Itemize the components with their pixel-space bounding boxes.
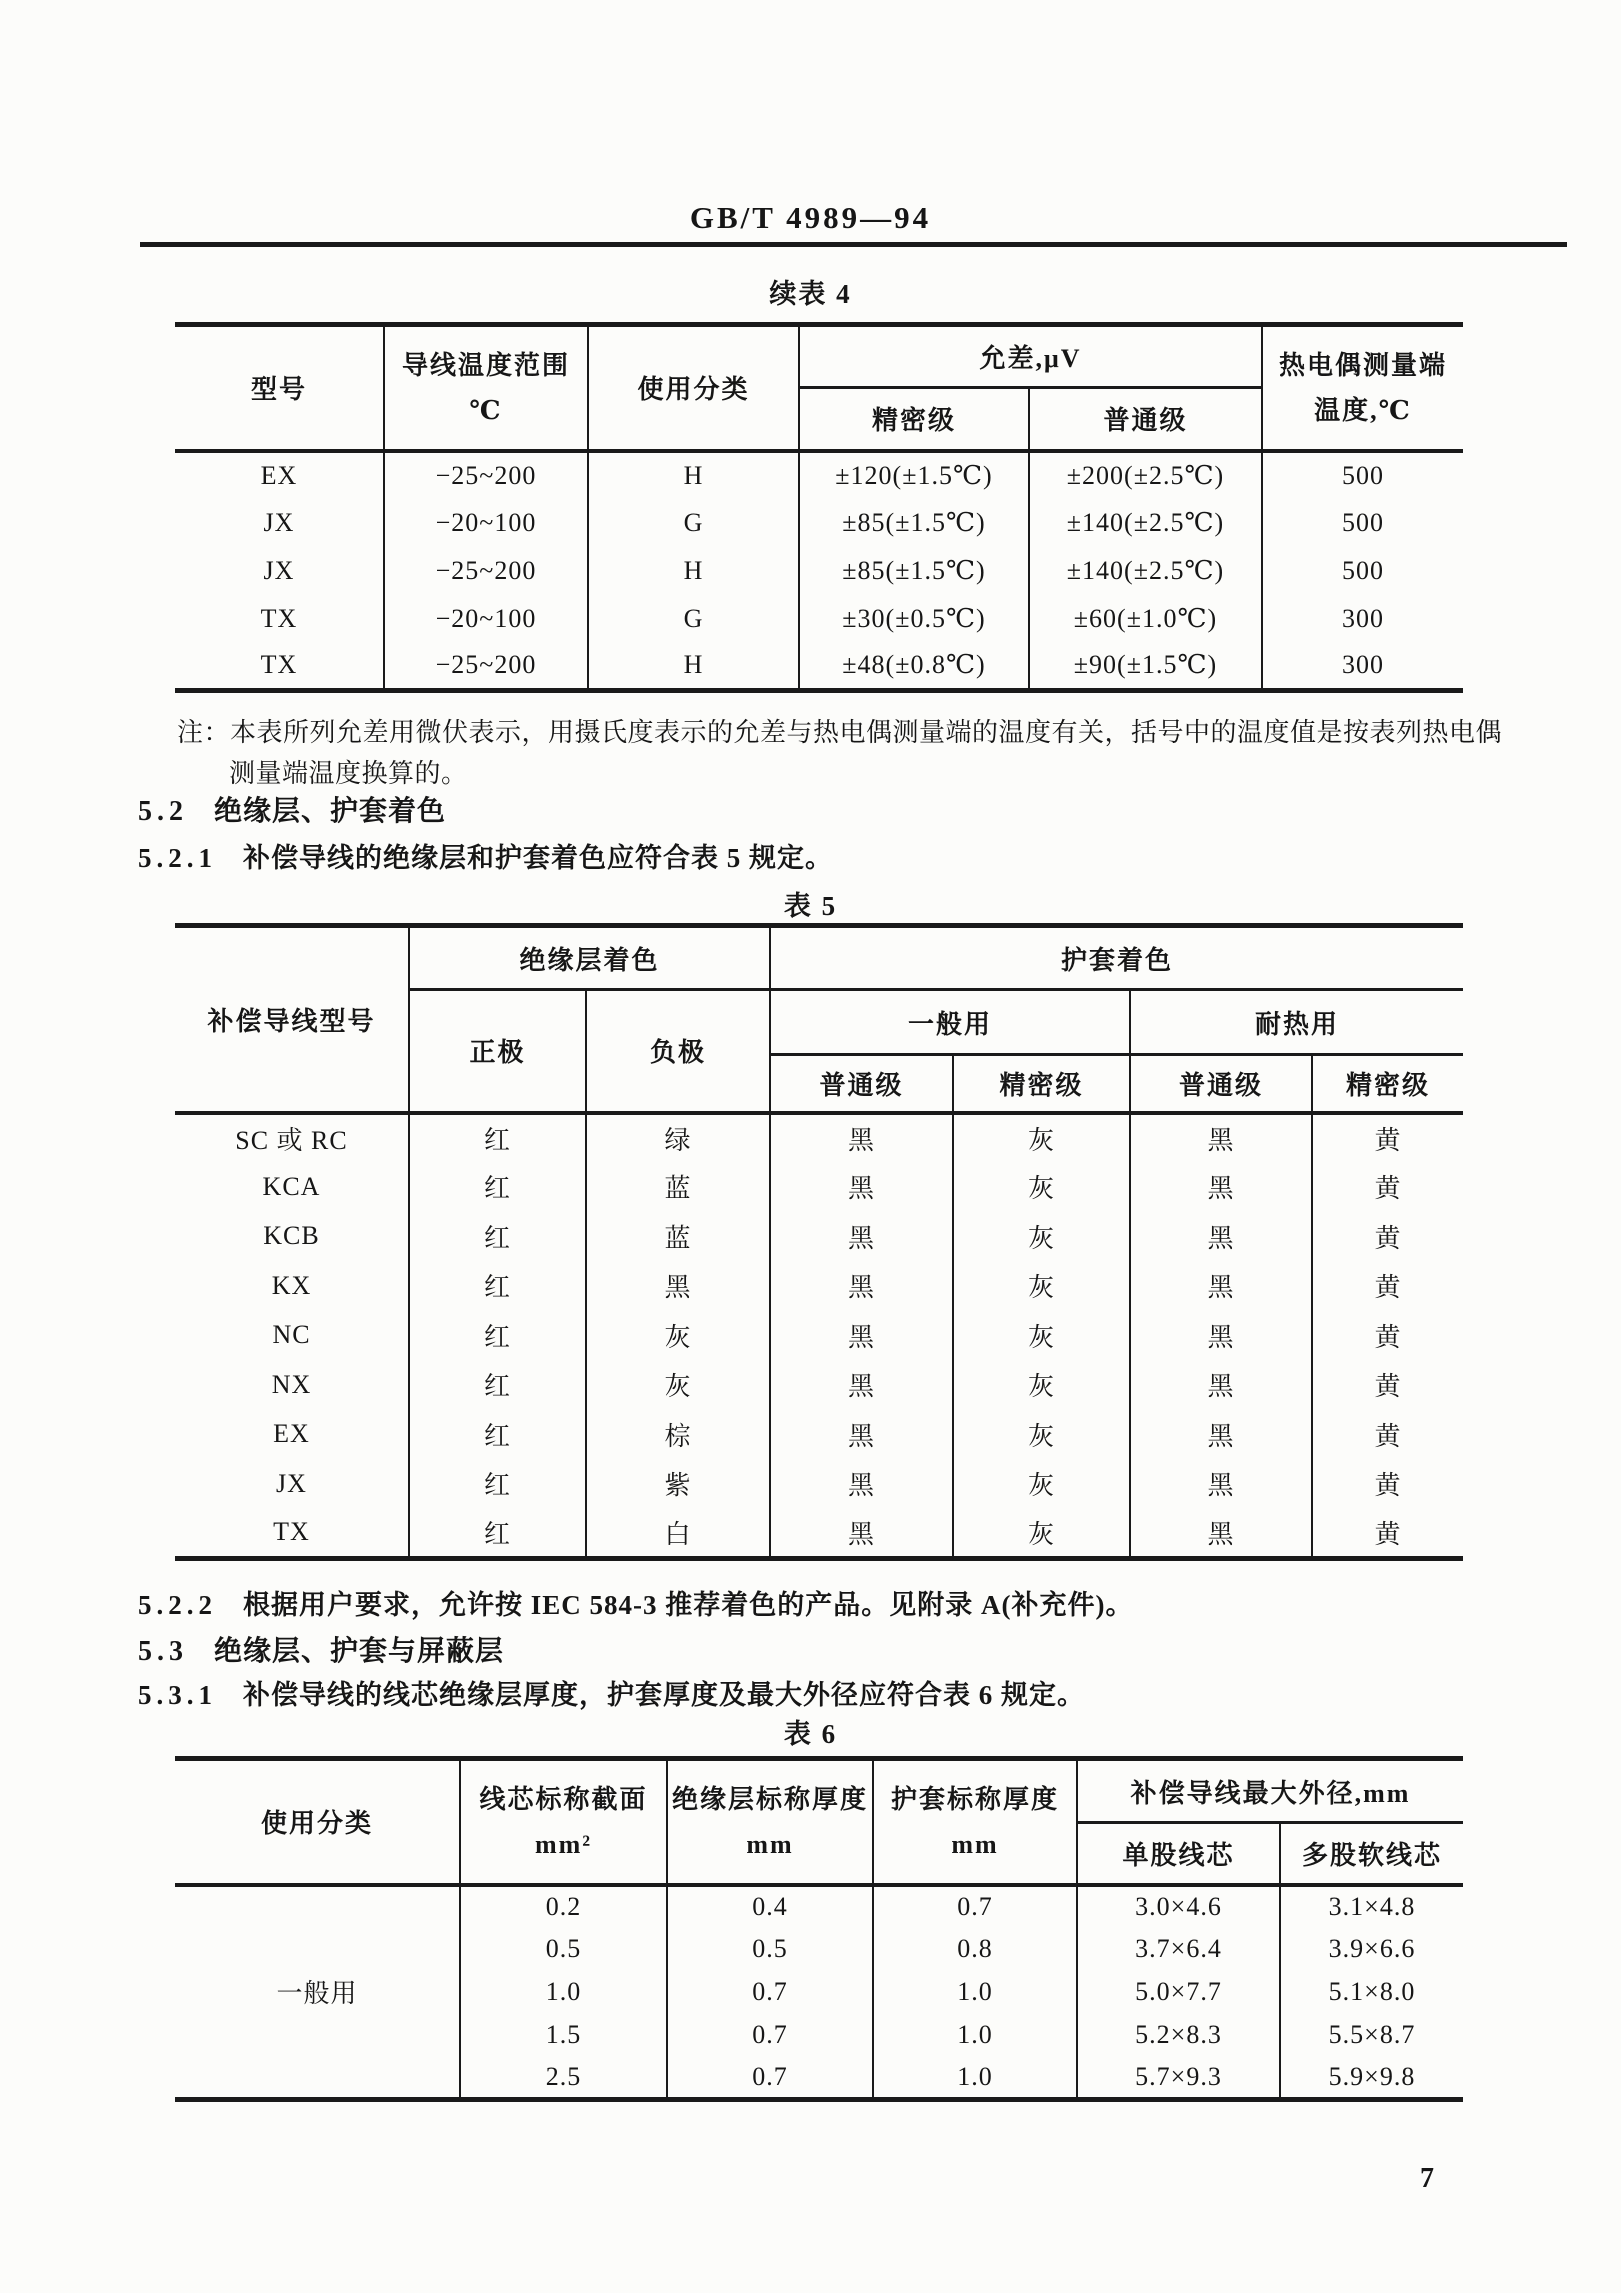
- cell: 白: [586, 1509, 770, 1559]
- cell: −25~200: [384, 643, 588, 691]
- cell: 2.5: [460, 2057, 667, 2100]
- section-5-3-1: [138, 1673, 1085, 1712]
- t5-col-heat-resistant: 耐热用: [1130, 990, 1463, 1055]
- cell: 红: [409, 1459, 586, 1509]
- standard-code: GB/T 4989—94: [689, 200, 932, 235]
- cell: −25~200: [384, 547, 588, 595]
- cell: 黑: [770, 1459, 953, 1509]
- cell: 黑: [1130, 1509, 1312, 1559]
- cell: 5.9×9.8: [1280, 2057, 1463, 2100]
- cell: 绿: [586, 1113, 770, 1163]
- table-row: [175, 451, 1463, 499]
- section-5-3: [138, 1629, 504, 1669]
- t5-col-ordinary-2: 普通级: [1130, 1055, 1312, 1113]
- cell: 黑: [770, 1360, 953, 1410]
- section-text: 绝缘层、护套着色: [214, 796, 447, 827]
- t5-col-precision-1: 精密级: [953, 1055, 1130, 1113]
- cell: 黄: [1312, 1509, 1463, 1559]
- cell: ±90(±1.5℃): [1029, 643, 1262, 691]
- cell: JX: [276, 1468, 307, 1498]
- cell: TX: [260, 603, 298, 633]
- cell: EX: [260, 460, 298, 490]
- t4-col-temp-range: [384, 325, 588, 451]
- table-row: [175, 499, 1463, 547]
- t6-col-max-od: 补偿导线最大外径,mm: [1077, 1759, 1463, 1823]
- header-row: [175, 926, 1463, 990]
- t4-col-model: 型号: [250, 375, 307, 405]
- cell: 黑: [1130, 1162, 1312, 1212]
- cell: 黄: [1312, 1212, 1463, 1262]
- cell: 5.2×8.3: [1077, 2014, 1280, 2057]
- cell: 黑: [770, 1162, 953, 1212]
- t6-col-sheath-thickness-line1: 护套标称厚度: [890, 1784, 1059, 1814]
- section-text: 绝缘层、护套与屏蔽层: [214, 1636, 505, 1667]
- cell: 3.1×4.8: [1280, 1885, 1463, 1928]
- cell: 0.5: [460, 1928, 667, 1971]
- table-row: [175, 1113, 1463, 1163]
- t6-col-insulation-thickness: [667, 1759, 873, 1885]
- section-text: 补偿导线的绝缘层和护套着色应符合表 5 规定。: [243, 843, 833, 873]
- table-6-header: [175, 1759, 1463, 1885]
- cell: 500: [1262, 547, 1463, 595]
- cell: 红: [409, 1311, 586, 1361]
- cell: 黑: [770, 1212, 953, 1262]
- cell: −20~100: [384, 499, 588, 547]
- table-row: [175, 1885, 1463, 1928]
- cell: KCA: [262, 1171, 321, 1201]
- section-text: 根据用户要求，允许按 IEC 584-3 推荐着色的产品。见附录 A(补充件)。: [243, 1590, 1134, 1620]
- cell: ±85(±1.5℃): [799, 547, 1029, 595]
- cell: 0.8: [873, 1928, 1077, 1971]
- table-5: [175, 923, 1463, 1561]
- section-5-2: [138, 789, 446, 829]
- table-5-header: [175, 926, 1463, 1113]
- cell: ±140(±2.5℃): [1029, 547, 1262, 595]
- t6-col-sheath-thickness: [873, 1759, 1077, 1885]
- cell: 红: [409, 1113, 586, 1163]
- cell: KCB: [263, 1221, 320, 1251]
- cell: 红: [409, 1509, 586, 1559]
- t6-col-core-section: [460, 1759, 667, 1885]
- t4-col-junction: [1262, 325, 1463, 451]
- cell: 黑: [1130, 1212, 1312, 1262]
- header-rule: [140, 242, 1567, 247]
- cell: 灰: [953, 1212, 1130, 1262]
- cell: 5.1×8.0: [1280, 1971, 1463, 2014]
- cell: 黑: [1130, 1459, 1312, 1509]
- cell: TX: [260, 650, 298, 680]
- cell: 300: [1262, 643, 1463, 691]
- cell: 0.4: [667, 1885, 873, 1928]
- t6-col-core-section-line1: 线芯标称截面: [479, 1784, 648, 1814]
- cell: NC: [272, 1320, 311, 1350]
- cell: 1.5: [460, 2014, 667, 2057]
- cell: 1.0: [873, 2057, 1077, 2100]
- cell: 3.9×6.6: [1280, 1928, 1463, 1971]
- table-row: [175, 1410, 1463, 1460]
- t6-col-insulation-thickness-line2: mm: [746, 1829, 794, 1859]
- t6-col-sheath-thickness-line2: mm: [951, 1829, 999, 1859]
- t4-col-usage: 使用分类: [588, 325, 799, 451]
- cell: 黑: [770, 1261, 953, 1311]
- cell: 黄: [1312, 1162, 1463, 1212]
- cell: 5.7×9.3: [1077, 2057, 1280, 2100]
- t6-col-usage: 使用分类: [260, 1809, 373, 1839]
- table-row: [175, 1311, 1463, 1361]
- cell: 黑: [770, 1410, 953, 1460]
- table-row: [175, 547, 1463, 595]
- cell: 1.0: [873, 2014, 1077, 2057]
- cell: 红: [409, 1410, 586, 1460]
- table4-note-line1: 注：本表所列允差用微伏表示，用摄氏度表示的允差与热电偶测量端的温度有关，括号中的温度值是按表列热电偶: [177, 718, 1503, 747]
- cell: 500: [1262, 451, 1463, 499]
- cell: 紫: [586, 1459, 770, 1509]
- t6-col-core-section-line2: mm²: [534, 1829, 593, 1859]
- cell: SC 或 RC: [235, 1125, 348, 1155]
- table-4: [175, 322, 1463, 693]
- cell: 1.0: [460, 1971, 667, 2014]
- cell: 黑: [1130, 1113, 1312, 1163]
- cell: 红: [409, 1212, 586, 1262]
- t4-col-ordinary: 普通级: [1029, 388, 1262, 451]
- cell: 黑: [1130, 1410, 1312, 1460]
- header-row: [175, 1759, 1463, 1823]
- cell: 0.7: [667, 2014, 873, 2057]
- section-number: 5.2.1: [138, 843, 217, 873]
- t6-col-insulation-thickness-line1: 绝缘层标称厚度: [671, 1784, 868, 1814]
- cell: 灰: [586, 1311, 770, 1361]
- cell: ±85(±1.5℃): [799, 499, 1029, 547]
- t5-col-precision-2: 精密级: [1312, 1055, 1463, 1113]
- t5-col-ordinary-1: 普通级: [770, 1055, 953, 1113]
- table-row: [175, 1212, 1463, 1262]
- cell: 灰: [953, 1459, 1130, 1509]
- cell: 黑: [586, 1261, 770, 1311]
- cell: 黄: [1312, 1261, 1463, 1311]
- cell: JX: [263, 555, 295, 585]
- section-number: 5.3: [138, 1636, 188, 1667]
- t6-category-cell: 一般用: [276, 1979, 358, 2009]
- cell: ±60(±1.0℃): [1029, 595, 1262, 643]
- cell: 灰: [953, 1113, 1130, 1163]
- cell: 黄: [1312, 1311, 1463, 1361]
- section-5-2-2: [138, 1583, 1134, 1622]
- table-6: [175, 1756, 1463, 2102]
- cell: H: [588, 547, 799, 595]
- cell: 蓝: [586, 1162, 770, 1212]
- cell: 红: [409, 1360, 586, 1410]
- t4-col-temp-range-line2: ℃: [469, 395, 503, 425]
- cell: 0.7: [873, 1885, 1077, 1928]
- cell: NX: [271, 1369, 312, 1399]
- cell: 黄: [1312, 1459, 1463, 1509]
- cell: TX: [273, 1517, 310, 1546]
- cell: 3.7×6.4: [1077, 1928, 1280, 1971]
- table-row: [175, 1360, 1463, 1410]
- cell: 灰: [953, 1509, 1130, 1559]
- t4-col-temp-range-line1: 导线温度范围: [401, 350, 570, 380]
- cell: 黄: [1312, 1113, 1463, 1163]
- cell: 灰: [953, 1261, 1130, 1311]
- table-4-header: [175, 325, 1463, 451]
- cell: −20~100: [384, 595, 588, 643]
- cell: 0.7: [667, 1971, 873, 2014]
- page-number: 7: [1420, 2163, 1434, 2194]
- cell: 黄: [1312, 1360, 1463, 1410]
- section-text: 补偿导线的线芯绝缘层厚度，护套厚度及最大外径应符合表 6 规定。: [243, 1680, 1085, 1710]
- cell: 灰: [586, 1360, 770, 1410]
- cell: JX: [263, 507, 295, 537]
- cell: 红: [409, 1261, 586, 1311]
- cell: 0.7: [667, 2057, 873, 2100]
- section-number: 5.3.1: [138, 1680, 217, 1710]
- cell: 蓝: [586, 1212, 770, 1262]
- cell: 500: [1262, 499, 1463, 547]
- cell: 3.0×4.6: [1077, 1885, 1280, 1928]
- header-row: [175, 325, 1463, 388]
- cell: G: [588, 595, 799, 643]
- t4-col-tolerance: 允差,μV: [799, 325, 1262, 388]
- table-row: [175, 1162, 1463, 1212]
- cell: 5.5×8.7: [1280, 2014, 1463, 2057]
- t5-col-negative: 负极: [586, 990, 770, 1113]
- cell: 0.5: [667, 1928, 873, 1971]
- cell: KX: [271, 1270, 312, 1300]
- section-5-2-1: [138, 836, 833, 875]
- cell: 黑: [770, 1509, 953, 1559]
- cell: 0.2: [460, 1885, 667, 1928]
- cell: −25~200: [384, 451, 588, 499]
- t5-col-general-use: 一般用: [770, 990, 1130, 1055]
- cell: 棕: [586, 1410, 770, 1460]
- table-row: [175, 595, 1463, 643]
- table-row: [175, 1261, 1463, 1311]
- cell: 1.0: [873, 1971, 1077, 2014]
- t4-col-precision: 精密级: [799, 388, 1029, 451]
- cell: 灰: [953, 1410, 1130, 1460]
- cell: H: [588, 451, 799, 499]
- cell: ±48(±0.8℃): [799, 643, 1029, 691]
- table6-caption: 表 6: [783, 1719, 838, 1749]
- cell: 灰: [953, 1162, 1130, 1212]
- table-row: [175, 643, 1463, 691]
- cell: 5.0×7.7: [1077, 1971, 1280, 2014]
- section-number: 5.2.2: [138, 1590, 217, 1620]
- cell: H: [588, 643, 799, 691]
- cell: 灰: [953, 1360, 1130, 1410]
- cell: ±140(±2.5℃): [1029, 499, 1262, 547]
- cell: 红: [409, 1162, 586, 1212]
- t5-col-model: 补偿导线型号: [207, 1006, 376, 1036]
- cell: 黄: [1312, 1410, 1463, 1460]
- cell: 300: [1262, 595, 1463, 643]
- table4-note-line2: 测量端温度换算的。: [229, 759, 468, 788]
- cell: 黑: [1130, 1311, 1312, 1361]
- cell: 黑: [770, 1311, 953, 1361]
- cell: 黑: [1130, 1261, 1312, 1311]
- t5-col-positive: 正极: [409, 990, 586, 1113]
- t6-col-multi-core: 多股软线芯: [1280, 1823, 1463, 1885]
- table-row: [175, 1459, 1463, 1509]
- t4-col-junction-line1: 热电偶测量端: [1278, 350, 1447, 380]
- cell: ±200(±2.5℃): [1029, 451, 1262, 499]
- t4-col-junction-line2: 温度,℃: [1314, 395, 1412, 425]
- cell: 黑: [770, 1113, 953, 1163]
- section-number: 5.2: [138, 796, 188, 827]
- table-row: [175, 1509, 1463, 1559]
- table5-caption: 表 5: [783, 891, 838, 921]
- cell: ±120(±1.5℃): [799, 451, 1029, 499]
- cell: G: [588, 499, 799, 547]
- t5-col-sheath-color: 护套着色: [770, 926, 1463, 990]
- cell: 黑: [1130, 1360, 1312, 1410]
- cell: ±30(±0.5℃): [799, 595, 1029, 643]
- t5-col-insulation-color: 绝缘层着色: [409, 926, 770, 990]
- table4-caption: 续表 4: [769, 279, 852, 309]
- cell: EX: [273, 1419, 310, 1449]
- t6-col-single-core: 单股线芯: [1077, 1823, 1280, 1885]
- cell: 灰: [953, 1311, 1130, 1361]
